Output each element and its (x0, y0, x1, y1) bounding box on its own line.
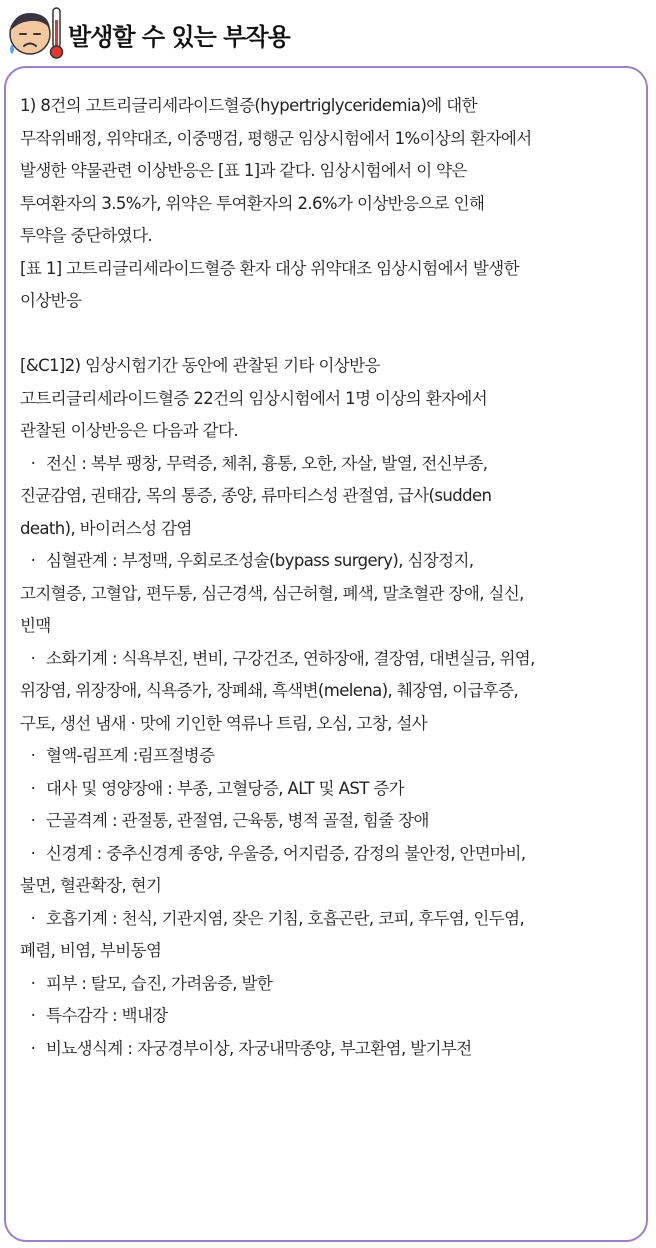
list-item-text: 비뇨생식계 : 자궁경부이상, 자궁내막종양, 부고환염, 발기부전 (46, 1038, 472, 1058)
list-item-continuation: 위장염, 위장장애, 식욕증가, 장폐쇄, 흑색변(melena), 췌장염, 이급후증, (20, 681, 519, 700)
bullet-dot: · (30, 843, 36, 863)
list-item-continuation: 고지혈증, 고혈압, 편두통, 심근경색, 심근허혈, 폐색, 말초혈관 장애, 실신, (20, 583, 524, 603)
list-item-continuation: 폐렴, 비염, 부비동염 (20, 941, 162, 960)
list-item-text: 신경계 : 중추신경계 종양, 우울증, 어지럼증, 감정의 불안정, 안면마비, (46, 843, 526, 863)
list-item-continuation: death), 바이러스성 감염 (20, 518, 192, 538)
list-item-text: 심혈관계 : 부정맥, 우회로조성술(bypass surgery), 심장정지, (46, 551, 474, 570)
text-line: [&C1]2) 임상시험기간 동안에 관찰된 기타 이상반응 (20, 356, 380, 375)
list-item-continuation: 진균감염, 권태감, 목의 통증, 종양, 류마티스성 관절염, 급사(sudden (20, 486, 492, 505)
text-line: [표 1] 고트리글리세라이드혈증 환자 대상 위약대조 임상시험에서 발생한 (20, 258, 519, 278)
list-item (20, 545, 640, 578)
text-line: 고트리글리세라이드혈증 22건의 임상시험에서 1명 이상의 환자에서 (20, 388, 488, 408)
list-item-continuation: 불면, 혈관확장, 현기 (20, 876, 162, 895)
bullet-dot: · (30, 1006, 36, 1025)
list-item-text: 혈액-림프계 :림프절병증 (46, 746, 215, 765)
list-item-text: 대사 및 영양장애 : 부종, 고혈당증, ALT 및 AST 증가 (46, 778, 405, 798)
adverse-reaction-list (20, 448, 640, 1066)
list-item (20, 838, 640, 871)
list-item (20, 968, 640, 1001)
list-item (20, 643, 640, 676)
list-item (20, 1033, 640, 1066)
list-item (20, 773, 640, 806)
section-title: 발생할 수 있는 부작용 (68, 23, 290, 51)
bullet-dot: · (30, 648, 36, 668)
list-item-text: 호흡기계 : 천식, 기관지염, 잦은 기침, 호흡곤란, 코피, 후두염, 인두염, (46, 908, 525, 928)
list-item-text: 전신 : 복부 팽창, 무력증, 체취, 흉통, 오한, 자살, 발열, 전신부종, (46, 453, 488, 473)
list-item (20, 1000, 640, 1033)
text-line: 무작위배정, 위약대조, 이중맹검, 평행군 임상시험에서 1%이상의 환자에서 (20, 128, 532, 148)
list-item (20, 740, 640, 773)
list-item-text: 근골격계 : 관절통, 관절염, 근육통, 병적 골절, 힘줄 장애 (46, 811, 429, 830)
text-line: 발생한 약물관련 이상반응은 [표 1]과 같다. 임상시험에서 이 약은 (20, 161, 467, 180)
bullet-dot: · (30, 453, 36, 473)
text-line: 관찰된 이상반응은 다음과 같다. (20, 421, 238, 440)
list-item (20, 448, 640, 481)
sick-person-thermometer-icon (6, 4, 66, 62)
text-line: 투약을 중단하였다. (20, 226, 153, 245)
bullet-dot: · (30, 973, 36, 993)
list-item-text: 피부 : 탈모, 습진, 가려움증, 발한 (46, 973, 273, 993)
blank-line (20, 318, 640, 351)
bullet-dot: · (30, 746, 36, 765)
section-header (0, 0, 656, 66)
text-line: 이상반응 (20, 291, 82, 310)
bullet-dot: · (30, 551, 36, 570)
list-item-text: 소화기계 : 식욕부진, 변비, 구강건조, 연하장애, 결장염, 대변실금, 위염, (46, 648, 535, 668)
text-line: 1) 8건의 고트리글리세라이드혈증(hypertriglyceridemia)에 대한 (20, 96, 477, 115)
list-item-continuation: 구토, 생선 냄새 · 맛에 기인한 역류나 트림, 오심, 고창, 설사 (20, 713, 428, 733)
text-line: 투여환자의 3.5%가, 위약은 투여환자의 2.6%가 이상반응으로 인해 (20, 193, 485, 213)
bullet-dot: · (30, 908, 36, 928)
body-text (20, 90, 640, 1065)
bullet-dot: · (30, 1038, 36, 1058)
list-item (20, 903, 640, 936)
list-item (20, 805, 640, 838)
list-item-continuation: 빈맥 (20, 616, 51, 635)
bullet-dot: · (30, 778, 36, 798)
list-item-text: 특수감각 : 백내장 (46, 1006, 168, 1025)
bullet-dot: · (30, 811, 36, 830)
